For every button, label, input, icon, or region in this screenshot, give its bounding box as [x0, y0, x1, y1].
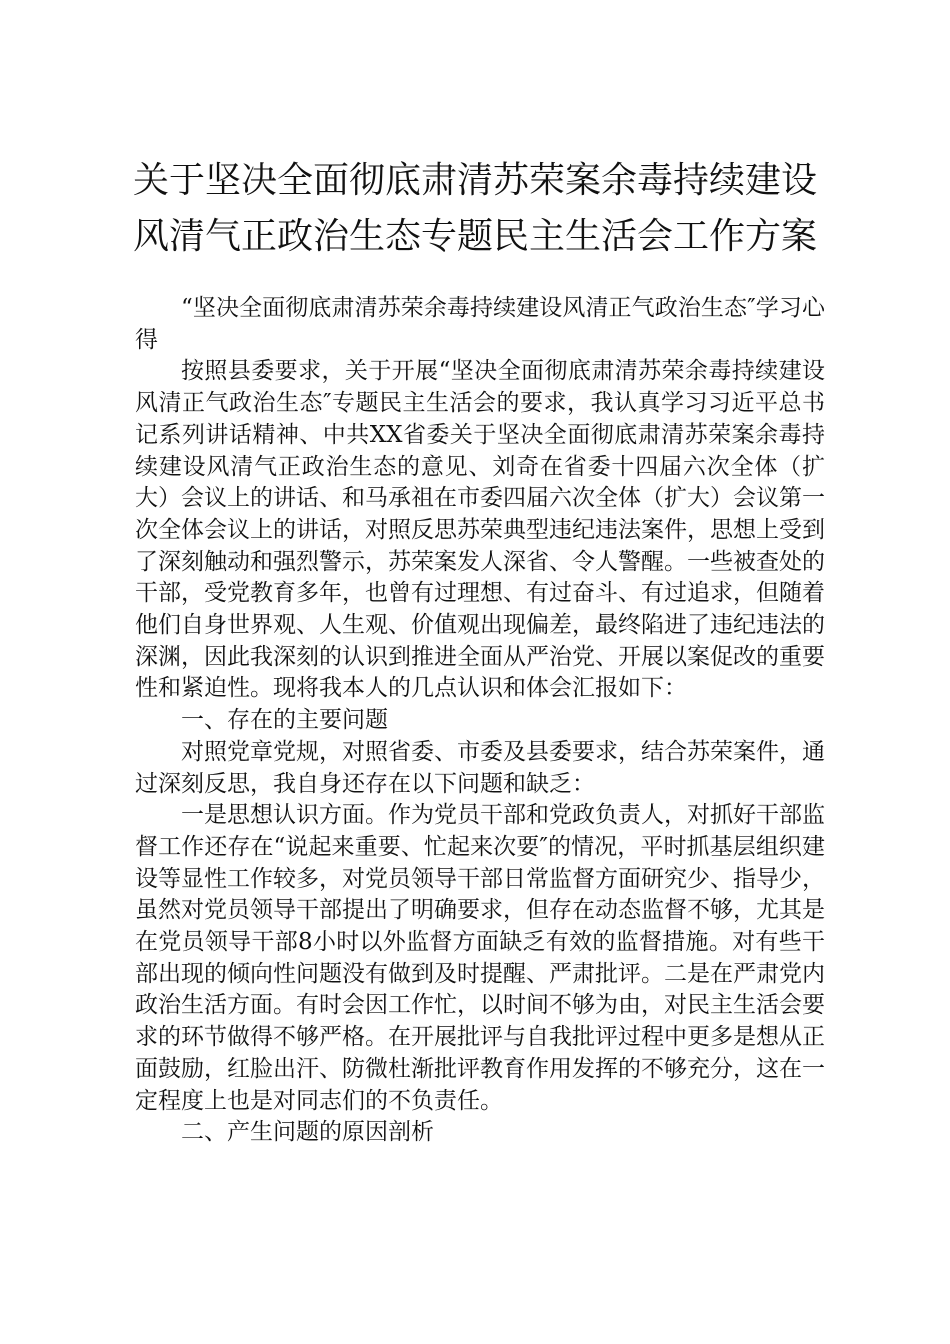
paragraph-subtitle: “坚决全面彻底肃清苏荣余毒持续建设风清正气政治生态″学习心得	[135, 295, 825, 353]
paragraph-intro: 按照县委要求，关于开展“坚决全面彻底肃清苏荣余毒持续建设风清正气政治生态″专题民主生活会的要求，我认真学习习近平总书记系列讲话精神、中共XX省委关于坚决全面彻底肃清苏荣案余毒持续建设风清气正政治生态的意见、刘奇在省委十四届六次全体（扩大）会议上的讲话、和马承祖在市委四届六次全体（扩大）会议第一次全体会议上的讲话，对照反思苏荣典型违纪违法案件，思想上受到了深刻触动和强烈警示，苏荣案发人深省、令人警醒。一些被查处的干部，受党教育多年，也曾有过理想、有过奋斗、有过追求，但随着他们自身世界观、人生观、价值观出现偏差，最终陷进了违纪违法的深渊，因此我深刻的认识到推进全面从严治党、开展以案促改的重要性和紧迫性。现将我本人的几点认识和体会汇报如下：	[135, 358, 825, 702]
document-title-line-1: 关于坚决全面彻底肃清苏荣案余毒持续建设	[132, 160, 817, 201]
section-heading-causes: 二、产生问题的原因剖析	[181, 1119, 434, 1146]
paragraph-problems-intro: 对照党章党规，对照省委、市委及县委要求，结合苏荣案件，通过深刻反思，我自身还存在以下问题和缺乏：	[135, 738, 825, 797]
document-body	[135, 293, 825, 1149]
paragraph-problems-detail: 一是思想认识方面。作为党员干部和党政负责人，对抓好干部监督工作还存在“说起来重要、忙起来次要″的情况，平时抓基层组织建设等显性工作较多，对党员领导干部日常监督方面研究少、指导少，虽然对党员领导干部提出了明确要求，但存在动态监督不够，尤其是在党员领导干部8小时以外监督方面缺乏有效的监督措施。对有些干部出现的倾向性问题没有做到及时提醒、严肃批评。二是在严肃党内政治生活方面。有时会因工作忙，以时间不够为由，对民主生活会要求的环节做得不够严格。在开展批评与自我批评过程中更多是想从正面鼓励，红脸出汗、防微杜渐批评教育作用发挥的不够充分，这在一定程度上也是对同志们的不负责任。	[135, 802, 825, 1114]
document-title-line-2: 风清气正政治生态专题民主生活会工作方案	[132, 216, 817, 257]
section-heading-problems: 一、存在的主要问题	[181, 707, 388, 734]
